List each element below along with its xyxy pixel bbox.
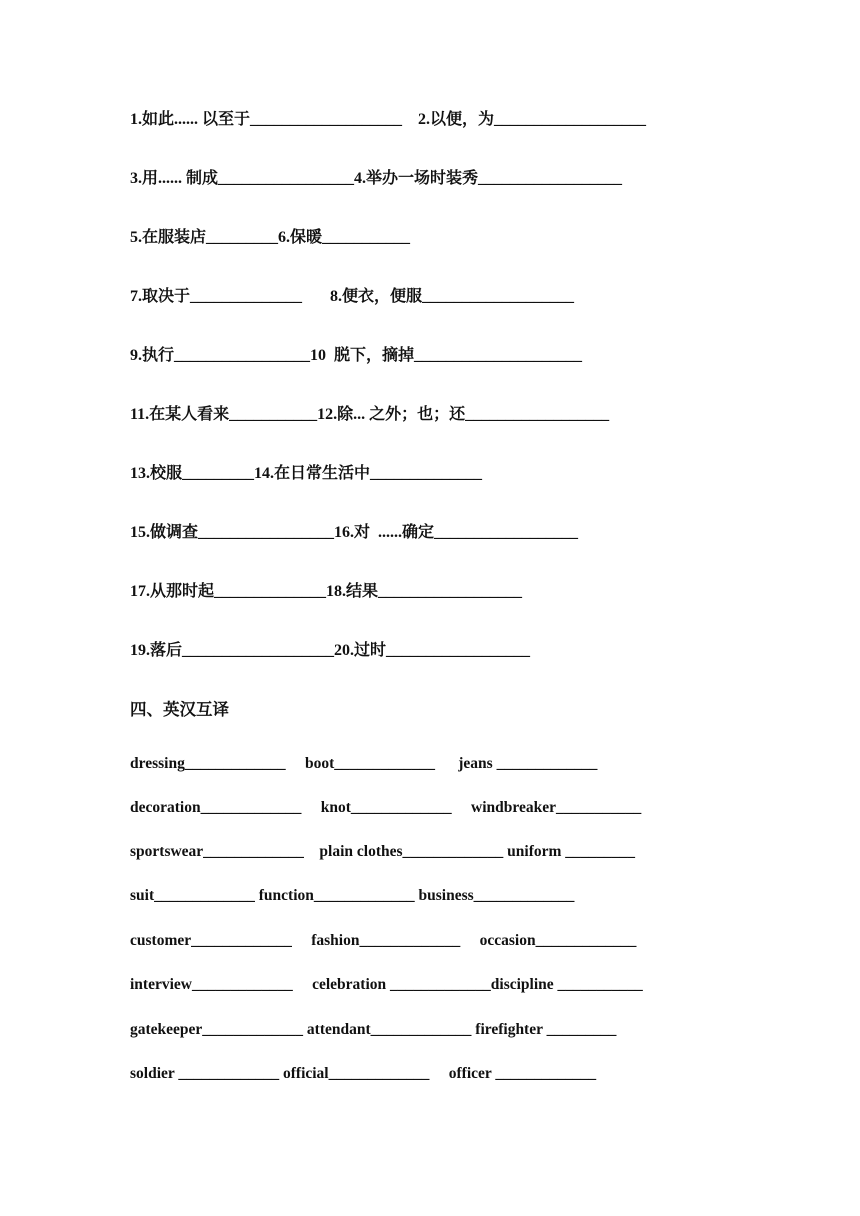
phrase-line-10: 19.落后___________________20.过时__________________ [130,642,531,659]
phrase-line-8: 15.做调查_________________16.对 ......确定__________________ [130,524,579,541]
phrase-line-5: 9.执行_________________10 脱下，摘掉_____________________ [130,347,583,364]
vocab-line-8: soldier _____________ official_____________ officer _____________ [130,1065,597,1082]
phrase-line-2: 3.用...... 制成_________________4.举办一场时装秀__________________ [130,170,623,187]
phrase-line-7: 13.校服_________14.在日常生活中______________ [130,465,483,482]
vocab-line-4: suit_____________ function_____________ business_____________ [130,887,575,904]
vocab-line-3: sportswear_____________ plain clothes_____________ uniform _________ [130,843,636,860]
section-heading: 四、英汉互译 [130,700,229,719]
vocab-line-7: gatekeeper_____________ attendant_____________ firefighter _________ [130,1021,617,1038]
phrase-line-4: 7.取决于______________ 8.便衣，便服___________________ [130,288,575,305]
vocab-line-2: decoration_____________ knot_____________ windbreaker___________ [130,799,642,816]
phrase-line-3: 5.在服装店_________6.保暖___________ [130,229,411,246]
phrase-line-6: 11.在某人看来___________12.除... 之外；也；还__________________ [130,406,610,423]
vocab-line-5: customer_____________ fashion_____________ occasion_____________ [130,932,637,949]
vocab-line-6: interview_____________ celebration _____________discipline ___________ [130,976,643,993]
vocab-line-1: dressing_____________ boot_____________ jeans _____________ [130,755,598,772]
phrase-line-1: 1.如此...... 以至于___________________ 2.以便，为___________________ [130,111,647,128]
phrase-line-9: 17.从那时起______________18.结果__________________ [130,583,523,600]
